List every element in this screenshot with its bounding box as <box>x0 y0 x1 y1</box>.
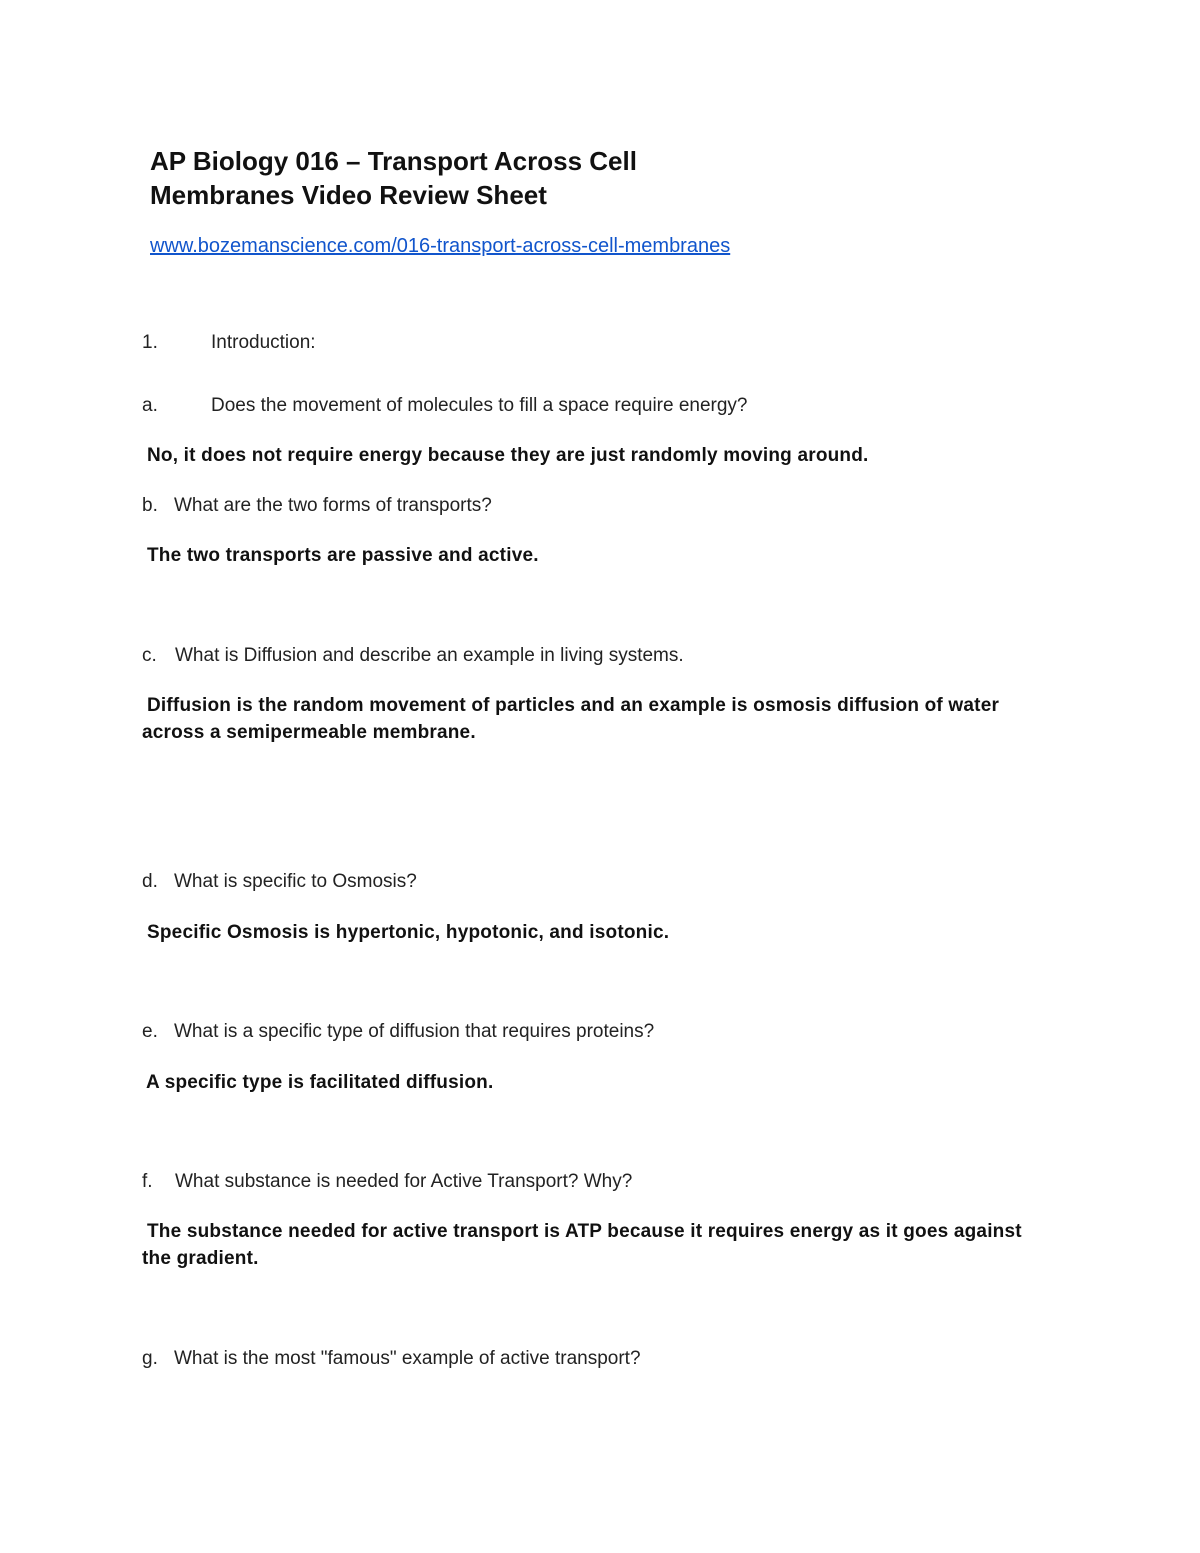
question-marker: a. <box>142 395 158 416</box>
question-d <box>142 871 1042 895</box>
question-a <box>142 395 1042 419</box>
question-text: What substance is needed for Active Transport? Why? <box>175 1171 633 1192</box>
question-f <box>142 1171 1042 1195</box>
section-number: 1. <box>142 332 158 353</box>
question-b <box>142 495 1042 519</box>
answer-b: The two transports are passive and active. <box>147 545 539 566</box>
answer-e: A specific type is facilitated diffusion. <box>146 1072 494 1093</box>
video-link[interactable]: www.bozemanscience.com/016-transport-across-cell-membranes <box>150 235 731 257</box>
question-c <box>142 645 1042 669</box>
question-e <box>142 1021 1042 1045</box>
page-title <box>150 144 637 212</box>
question-marker: f. <box>142 1171 153 1192</box>
question-marker: b. <box>142 495 158 516</box>
question-marker: g. <box>142 1348 158 1369</box>
question-marker: d. <box>142 871 158 892</box>
title-line-1: AP Biology 016 – Transport Across Cell <box>150 146 637 176</box>
answer-a: No, it does not require energy because they are just randomly moving around. <box>147 445 869 466</box>
question-marker: c. <box>142 645 157 666</box>
question-text: What is the most "famous" example of active transport? <box>174 1348 641 1369</box>
title-line-2: Membranes Video Review Sheet <box>150 180 547 210</box>
answer-c: Diffusion is the random movement of particles and an example is osmosis diffusion of water across a semipermeable membrane. <box>142 695 1000 743</box>
answer-f: The substance needed for active transport is ATP because it requires energy as it goes against the gradient. <box>142 1221 1022 1269</box>
question-text: What is Diffusion and describe an example in living systems. <box>175 645 684 666</box>
question-text: What is specific to Osmosis? <box>174 871 417 892</box>
question-g <box>142 1348 1042 1372</box>
question-text: What are the two forms of transports? <box>174 495 492 516</box>
question-text: Does the movement of molecules to fill a space require energy? <box>211 395 748 416</box>
question-text: What is a specific type of diffusion that requires proteins? <box>174 1021 655 1042</box>
section-heading: Introduction: <box>211 332 316 353</box>
answer-d: Specific Osmosis is hypertonic, hypotonic, and isotonic. <box>147 922 670 943</box>
question-marker: e. <box>142 1021 158 1042</box>
